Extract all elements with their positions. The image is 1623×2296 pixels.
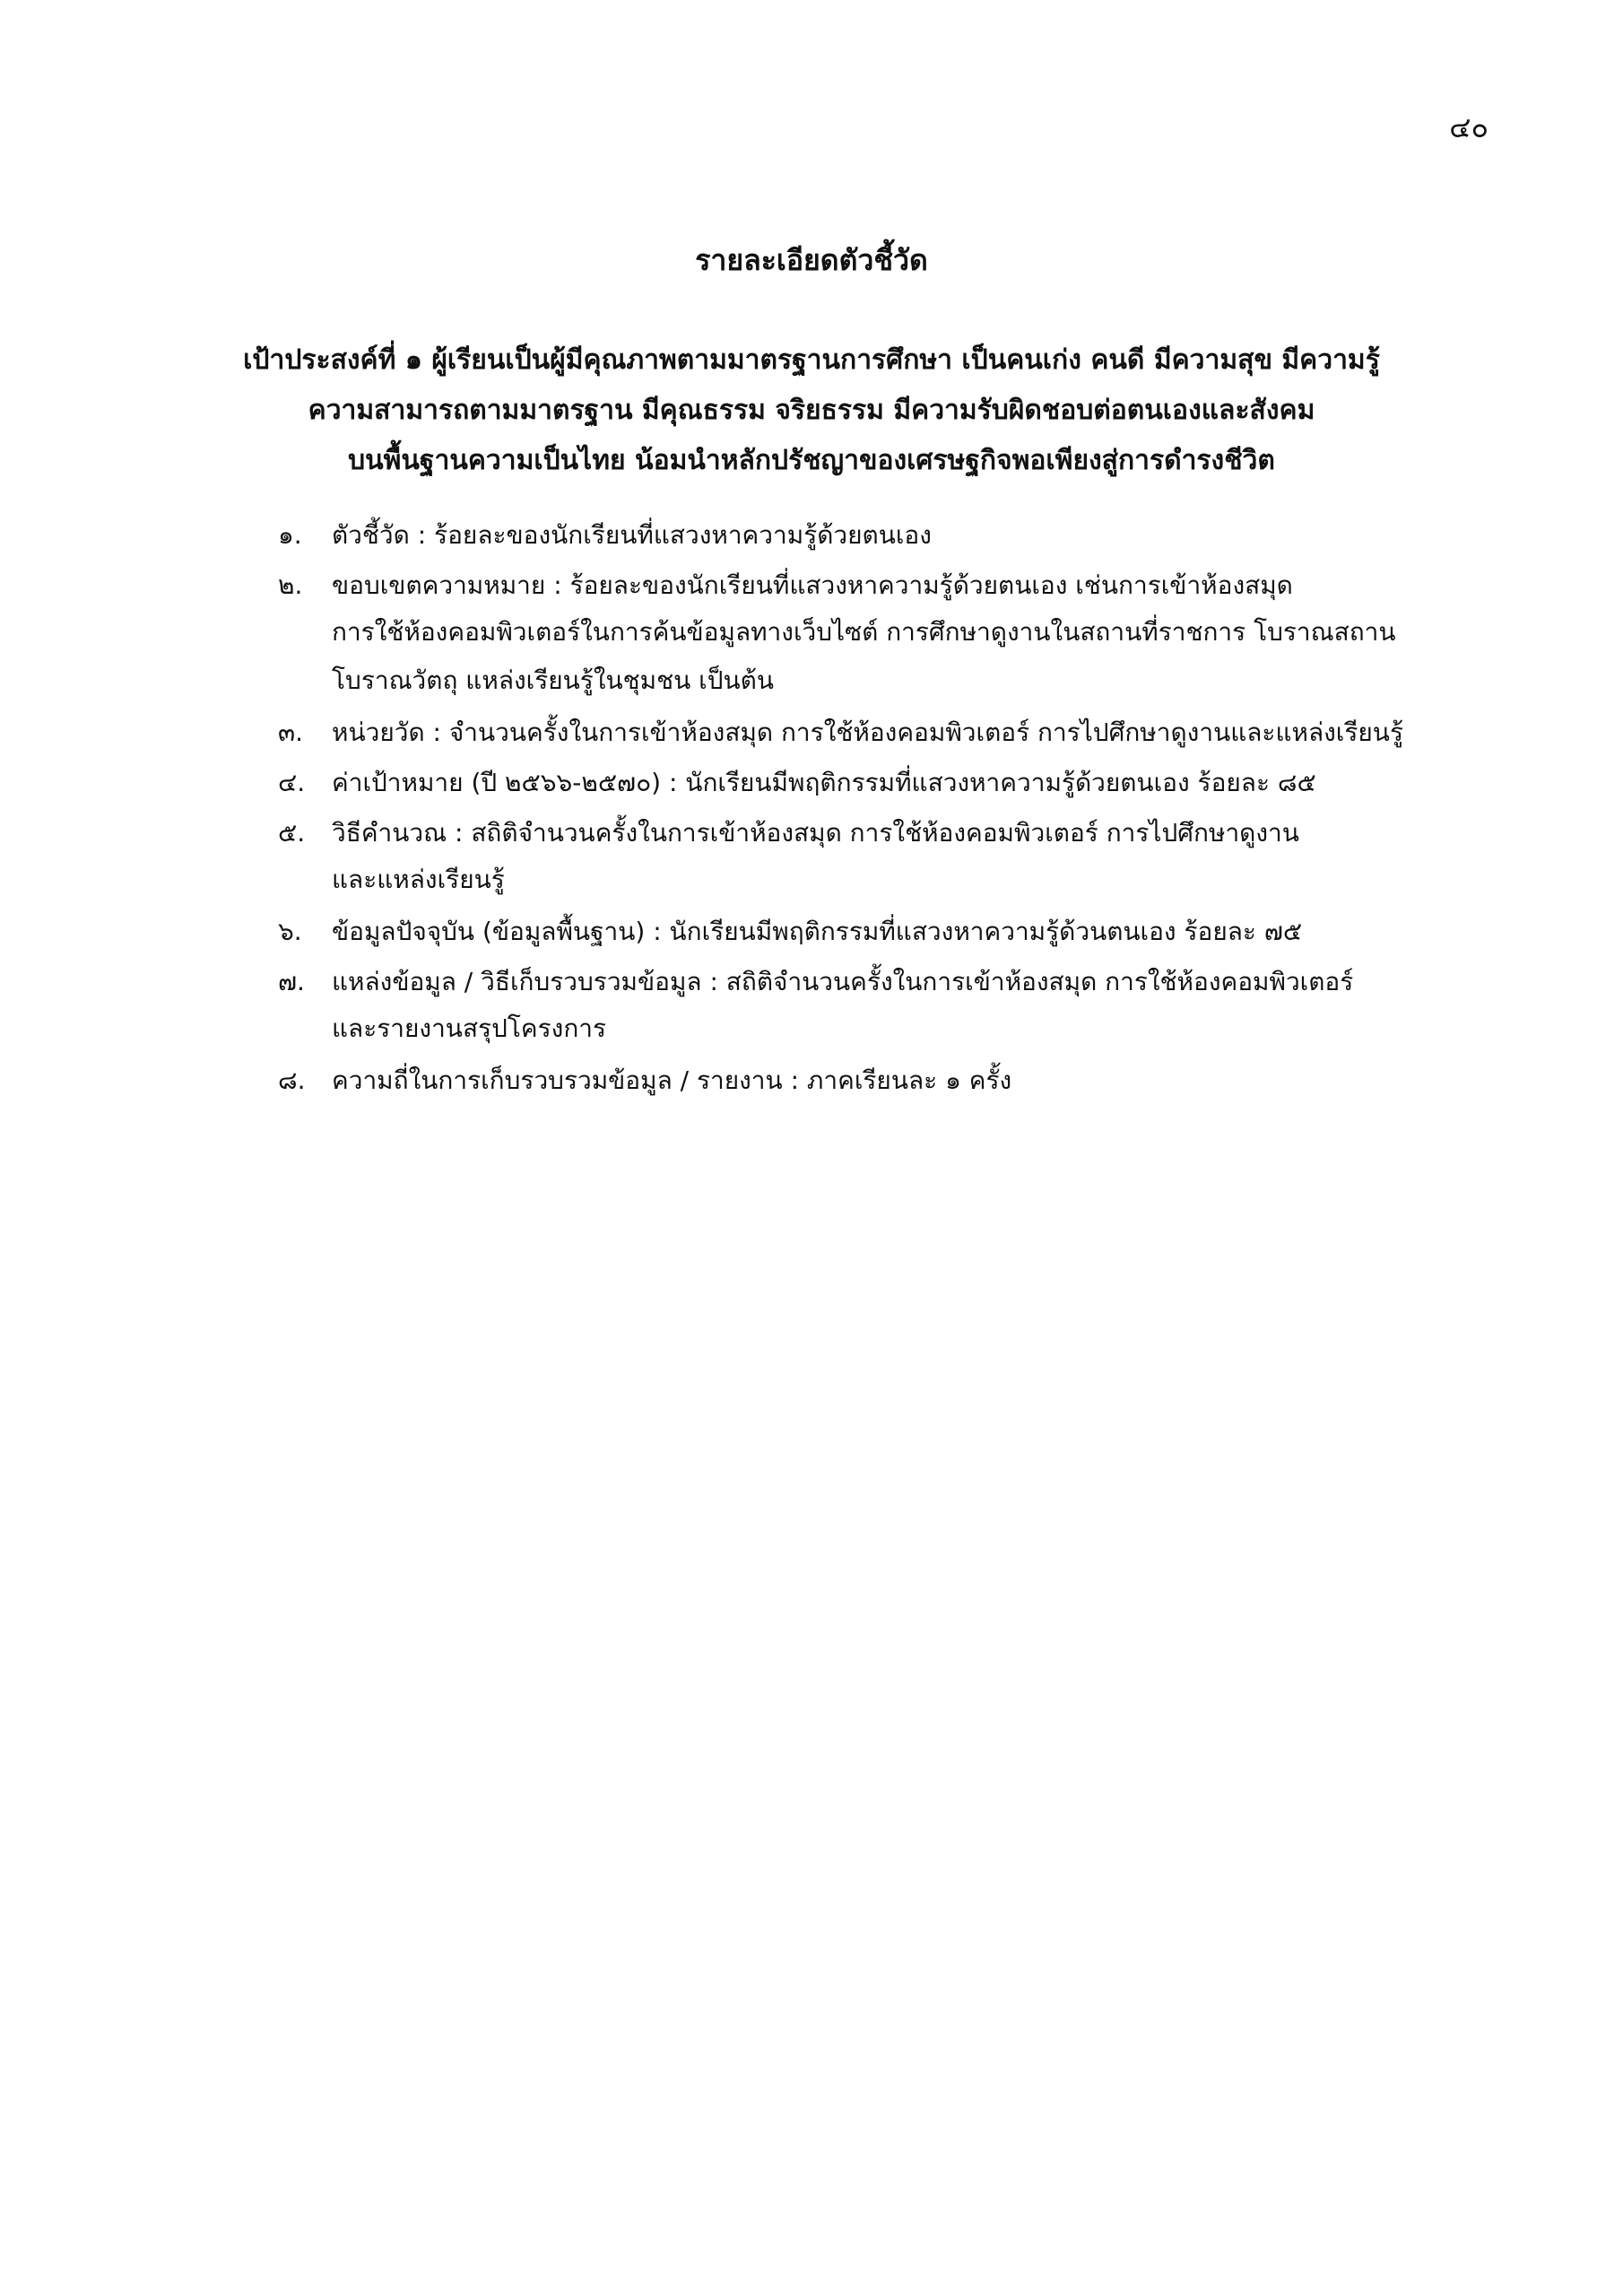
indicator-item [0, 513, 1623, 558]
item-text: หน่วยวัด : จำนวนครั้งในการเข้าห้องสมุด การใช้ห้องคอมพิวเตอร์ การไปศึกษาดูงานและแหล่งเรียนรู้ [332, 718, 1403, 747]
baseline-item [0, 909, 1623, 954]
page-title: รายละเอียดตัวชี้วัด [695, 243, 928, 277]
item-text: แหล่งข้อมูล / วิธีเก็บรวบรวมข้อมูล : สถิติจำนวนครั้งในการเข้าห้องสมุด การใช้ห้องคอมพิวเตอร์ [332, 967, 1354, 996]
item-text: การใช้ห้องคอมพิวเตอร์ในการค้นข้อมูลทางเว็บไซต์ การศึกษาดูงานในสถานที่ราชการ โบราณสถาน [332, 617, 1396, 647]
item-number: ๗. [278, 967, 305, 996]
goal-line: ความสามารถตามมาตรฐาน มีคุณธรรม จริยธรรม มีความรับผิดชอบต่อตนเองและสังคม [308, 395, 1315, 426]
goal-line: บนพื้นฐานความเป็นไทย น้อมนำหลักปรัชญาของเศรษฐกิจพอเพียงสู่การดำรงชีวิต [348, 445, 1275, 476]
item-text: และรายงานสรุปโครงการ [332, 1013, 607, 1043]
target-item [0, 761, 1623, 805]
item-number: ๓. [278, 718, 304, 747]
item-text: และแหล่งเรียนรู้ [332, 865, 505, 894]
item-number: ๘. [278, 1065, 306, 1095]
item-number: ๖. [278, 917, 302, 946]
item-text: ข้อมูลปัจจุบัน (ข้อมูลพื้นฐาน) : นักเรียนมีพฤติกรรมที่แสวงหาความรู้ด้วนตนเอง ร้อยละ ๗๕ [332, 917, 1303, 946]
item-number: ๑. [278, 520, 302, 550]
calculation-item [0, 811, 1623, 904]
indicator-list [0, 513, 1623, 1103]
item-text: โบราณวัตถุ แหล่งเรียนรู้ในชุมชน เป็นต้น [332, 665, 774, 695]
item-text: วิธีคำนวณ : สถิติจำนวนครั้งในการเข้าห้องสมุด การใช้ห้องคอมพิวเตอร์ การไปศึกษาดูงาน [332, 818, 1299, 848]
item-text: ขอบเขตความหมาย : ร้อยละของนักเรียนที่แสวงหาความรู้ด้วยตนเอง เช่นการเข้าห้องสมุด [332, 570, 1293, 600]
data-source-item [0, 960, 1623, 1053]
item-number: ๒. [278, 570, 303, 600]
unit-item [0, 710, 1623, 755]
item-text: ค่าเป้าหมาย (ปี ๒๕๖๖-๒๕๗๐) : นักเรียนมีพฤติกรรมที่แสวงหาความรู้ด้วยตนเอง ร้อยละ ๘๕ [332, 768, 1316, 797]
page-number: ๔๐ [1449, 110, 1488, 144]
goal-line: เป้าประสงค์ที่ ๑ ผู้เรียนเป็นผู้มีคุณภาพตามมาตรฐานการศึกษา เป็นคนเก่ง คนดี มีความสุข มีความรู้ [243, 344, 1380, 376]
item-number: ๕. [278, 818, 306, 848]
item-text: ความถี่ในการเก็บรวบรวมข้อมูล / รายงาน : ภาคเรียนละ ๑ ครั้ง [332, 1065, 1012, 1095]
scope-item [0, 563, 1623, 705]
goal-heading [126, 335, 1497, 486]
item-text: ตัวชี้วัด : ร้อยละของนักเรียนที่แสวงหาความรู้ด้วยตนเอง [332, 520, 932, 550]
item-number: ๔. [278, 768, 306, 797]
frequency-item [0, 1058, 1623, 1103]
